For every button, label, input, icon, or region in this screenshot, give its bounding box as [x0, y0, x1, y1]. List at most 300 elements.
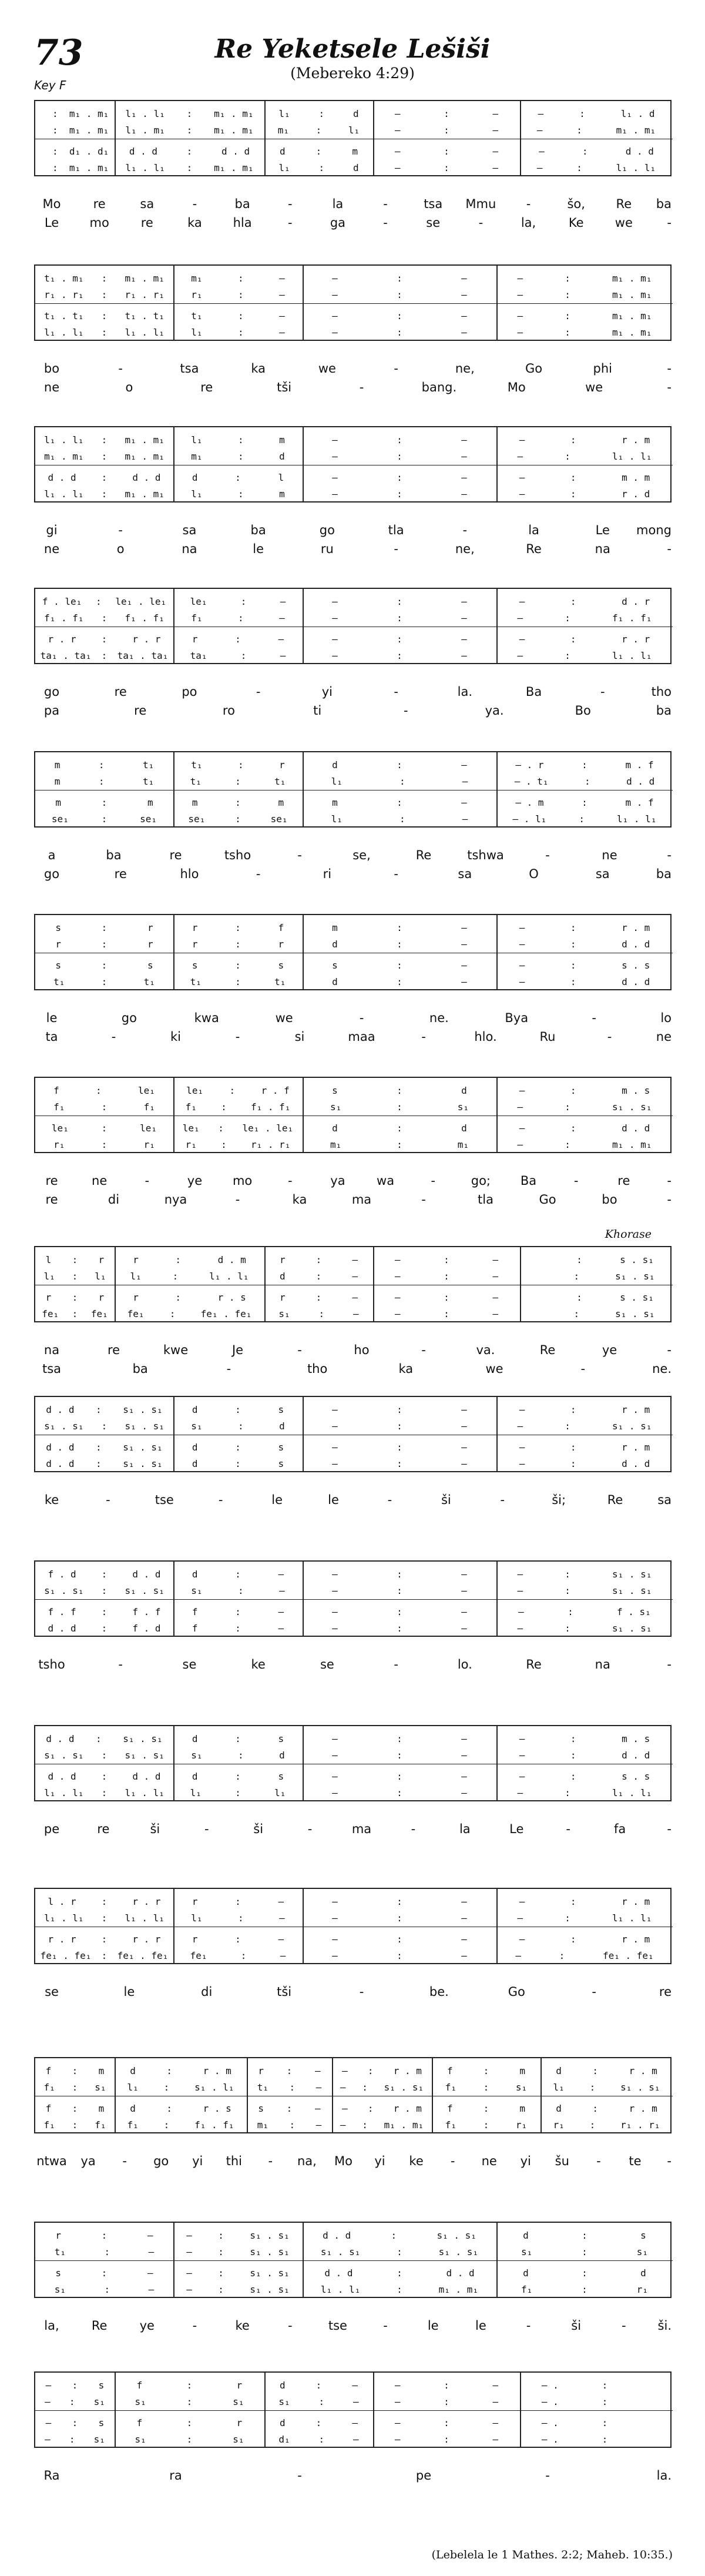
note-beat: — [461, 289, 467, 300]
note-beat: t₁ [54, 2246, 66, 2257]
beat-colon: : [69, 2396, 75, 2407]
staff-box [34, 2371, 672, 2448]
note-beat: — [492, 2433, 499, 2445]
note-beat: d₁ [278, 2433, 290, 2445]
note-beat: d . d [446, 2267, 475, 2279]
note-beat: d [352, 162, 359, 173]
note-beat: — [332, 471, 338, 483]
note-beat: s₁ . s₁ [44, 1420, 84, 1432]
beat-colon: : [570, 633, 576, 645]
lyric-syllable: ro [222, 704, 235, 718]
beat-colon: : [101, 2267, 108, 2279]
note-beat: m [54, 775, 61, 787]
beat-colon: : [186, 145, 193, 157]
beat-colon: : [72, 2119, 78, 2131]
note-beat: — [332, 310, 338, 321]
note-beat: — [315, 2065, 321, 2076]
lyric-syllable: Ke [568, 216, 584, 230]
barline [173, 1078, 174, 1152]
lyric-syllable: - [359, 1985, 364, 1999]
measure-notes [173, 1784, 303, 1801]
voice-part [35, 2226, 673, 2244]
lyric-syllable: Re [616, 197, 632, 211]
lyric-syllable: Mo [42, 197, 61, 211]
note-beat: m₁ . m₁ [214, 162, 254, 173]
lyric-line [34, 867, 672, 886]
note-beat: — . [541, 2396, 559, 2407]
note-beat: — [461, 1895, 467, 1907]
barline [115, 101, 116, 175]
note-beat: — [517, 1138, 523, 1150]
measure-notes [35, 105, 115, 122]
note-beat: — [492, 2379, 499, 2391]
note-beat: l₁ [43, 1270, 55, 1282]
lyric-syllable: Bya [505, 1011, 529, 1025]
barline [303, 2223, 304, 2297]
lyric-syllable: le [328, 1493, 339, 1507]
note-beat: t₁ [190, 976, 202, 987]
beat-colon: : [582, 2283, 588, 2295]
beat-colon: : [397, 1749, 402, 1761]
note-beat: ta₁ . ta₁ [117, 649, 169, 661]
lyric-syllable: - [667, 380, 672, 394]
beat-colon: : [101, 1585, 108, 1596]
lyric-syllable: se [182, 1657, 197, 1671]
measure-notes [35, 485, 173, 503]
barline [173, 915, 174, 989]
beat-colon: : [72, 2379, 78, 2391]
measure-notes [303, 810, 496, 828]
note-beat: le₁ [137, 1084, 155, 1096]
voice-part [35, 2414, 673, 2431]
beat-colon: : [235, 1568, 241, 1580]
measure-notes [373, 159, 520, 176]
measure-notes [496, 468, 673, 486]
voice-divider [35, 2410, 673, 2411]
measure-notes [35, 1305, 115, 1322]
lyric-syllable: le [123, 1985, 135, 1999]
beat-colon: : [565, 450, 570, 462]
lyric-syllable: re [134, 704, 147, 718]
note-beat: s₁ . s₁ [125, 1585, 164, 1596]
lyric-syllable: Ba [520, 1174, 537, 1188]
note-beat: fe₁ [42, 1308, 59, 1319]
note-beat: f₁ [127, 2119, 139, 2131]
note-beat: l₁ . l₁ [125, 1912, 164, 1924]
lyric-syllable: - [545, 848, 550, 862]
barline [264, 2373, 266, 2447]
note-beat: r . r [132, 1895, 161, 1907]
measure-notes [35, 1930, 173, 1948]
note-beat: d . d [324, 2267, 353, 2279]
note-beat: r [192, 633, 198, 645]
beat-colon: : [72, 2102, 78, 2114]
lyric-syllable: tshwa [467, 848, 504, 862]
barline [173, 427, 174, 501]
voice-part [35, 2116, 673, 2133]
lyric-syllable: gi [46, 523, 58, 537]
note-beat: — [517, 326, 523, 338]
beat-colon: : [565, 1622, 570, 1634]
note-beat: s [278, 959, 284, 971]
lyric-syllable: ri [323, 867, 332, 881]
measure-notes [35, 2243, 173, 2260]
lyric-syllable: pe [43, 1822, 60, 1836]
beat-colon: : [444, 2379, 449, 2391]
note-beat: s . s₁ [620, 1291, 654, 1303]
measure-notes [496, 956, 673, 974]
note-beat: — [352, 2396, 359, 2407]
beat-colon: : [397, 450, 402, 462]
note-beat: d [556, 2102, 562, 2114]
lyric-syllable: - [667, 1192, 672, 1207]
beat-colon: : [565, 1138, 570, 1150]
note-beat: f [447, 2065, 453, 2076]
lyric-syllable: tsho [38, 1657, 65, 1671]
lyric-syllable: - [204, 1822, 209, 1836]
measure-notes [35, 1438, 173, 1456]
voice-part [35, 2243, 673, 2260]
measure-notes [496, 1930, 673, 1948]
voice-part [35, 1909, 673, 1927]
measure-notes [173, 286, 303, 303]
note-beat: s₁ [54, 2283, 66, 2295]
note-beat: t₁ . t₁ [44, 310, 84, 321]
note-beat: f₁ [53, 1101, 65, 1113]
note-beat: l₁ [95, 1270, 106, 1282]
measure-notes [35, 447, 173, 465]
barline [373, 101, 374, 175]
voice-part [35, 646, 673, 664]
note-beat: f₁ [95, 2119, 106, 2131]
note-beat: l₁ [190, 1787, 202, 1798]
beat-colon: : [101, 1138, 108, 1150]
beat-colon: : [101, 1622, 108, 1634]
beat-colon: : [318, 162, 325, 173]
note-beat: — [332, 1420, 338, 1432]
staff-box [34, 1560, 672, 1637]
beat-colon: : [235, 1787, 241, 1798]
note-beat: — [461, 595, 467, 607]
measure-notes [520, 105, 673, 122]
beat-colon: : [235, 1733, 241, 1744]
lyric-syllable: re [107, 1343, 120, 1357]
lyric-syllable: - [526, 2319, 531, 2333]
note-beat: l₁ . l₁ [612, 1787, 652, 1798]
measure-notes [35, 2226, 173, 2244]
lyric-syllable: - [106, 1493, 110, 1507]
beat-colon: : [163, 2081, 170, 2093]
measure-notes [520, 2414, 673, 2431]
measure-notes [303, 269, 496, 287]
barline [496, 1889, 498, 1963]
note-beat: l₁ . l₁ [44, 488, 84, 500]
measure-notes [496, 1081, 673, 1099]
measure-notes [35, 919, 173, 936]
beat-colon: : [104, 2246, 110, 2257]
measure-notes [35, 2376, 115, 2394]
beat-colon: : [397, 1420, 402, 1432]
lyric-syllable: la, [44, 2319, 59, 2333]
measure-notes [35, 431, 173, 448]
beat-colon: : [576, 162, 582, 173]
note-beat: — [352, 1291, 358, 1303]
note-beat: d [332, 1122, 338, 1134]
lyric-syllable: Ra [43, 2468, 60, 2483]
note-beat: d [332, 938, 338, 950]
note-beat: — [332, 450, 338, 462]
note-beat: f₁ . f₁ [125, 612, 164, 624]
staff-box [34, 1725, 672, 1801]
note-beat: m₁ . m₁ [125, 488, 164, 500]
note-beat: — [461, 434, 467, 445]
note-beat: — [517, 1585, 523, 1596]
note-beat: f [136, 2417, 143, 2428]
measure-notes [520, 1288, 673, 1306]
note-beat: d [279, 450, 285, 462]
note-beat: — [462, 775, 468, 787]
beat-colon: : [582, 2267, 588, 2279]
note-beat: f₁ . f₁ [612, 612, 652, 624]
beat-colon: : [397, 1084, 402, 1096]
barline [373, 2373, 374, 2447]
measure-notes [173, 592, 303, 610]
lyric-syllable: ye [187, 1174, 203, 1188]
beat-colon: : [592, 2102, 599, 2114]
beat-colon: : [315, 2379, 322, 2391]
beat-colon: : [52, 108, 58, 119]
measure-notes [35, 2430, 115, 2448]
lyric-line [34, 380, 672, 399]
lyric-syllable: - [431, 1174, 436, 1188]
voice-part [35, 468, 673, 486]
lyric-syllable: - [592, 1011, 596, 1025]
lyric-syllable: we [318, 361, 336, 376]
note-beat: l₁ [191, 434, 203, 445]
lyric-syllable: hla [233, 216, 252, 230]
beat-colon: : [318, 108, 325, 119]
note-beat: l₁ . l₁ [125, 1787, 164, 1798]
barline [264, 101, 266, 175]
measure-notes [373, 121, 520, 139]
lyric-syllable: - [287, 1174, 293, 1188]
note-beat: d . d [622, 938, 650, 950]
barline [496, 1397, 498, 1471]
note-beat: — [394, 2379, 401, 2391]
note-beat: r . m [393, 2102, 422, 2114]
lyric-syllable: - [526, 197, 531, 211]
lyric-syllable: go [153, 2154, 169, 2168]
measure-notes [115, 142, 264, 160]
note-beat: — [461, 759, 467, 771]
barline [496, 1562, 498, 1636]
lyric-syllable: - [118, 361, 123, 376]
note-beat: d [279, 1420, 285, 1432]
lyric-syllable: - [118, 1657, 123, 1671]
note-beat: — [332, 488, 338, 500]
lyric-syllable: - [297, 1343, 302, 1357]
note-beat: — [461, 633, 467, 645]
beat-colon: : [186, 124, 193, 136]
measure-notes [35, 956, 173, 974]
lyric-syllable: pa [43, 704, 60, 718]
measure-notes [173, 646, 303, 664]
note-beat: s [192, 959, 198, 971]
measure-notes [303, 973, 496, 990]
note-beat: — [538, 108, 544, 119]
note-beat: r [280, 1254, 286, 1265]
measure-notes [496, 609, 673, 627]
measure-notes [496, 810, 673, 828]
beat-colon: : [101, 813, 108, 825]
note-beat: s [278, 1403, 284, 1415]
beat-colon: : [565, 326, 570, 338]
measure-notes [247, 2099, 332, 2117]
note-beat: — [461, 1749, 467, 1761]
measure-notes [173, 1455, 303, 1472]
note-beat: se₁ [140, 813, 157, 825]
barline [115, 1247, 116, 1321]
measure-notes [496, 1784, 673, 1801]
note-beat: — [519, 1749, 525, 1761]
note-beat: s . s [622, 1770, 650, 1782]
measure-notes [247, 2116, 332, 2133]
measure-notes [496, 1098, 673, 1116]
lyric-syllable: le [475, 2319, 486, 2333]
note-beat: r [147, 938, 153, 950]
lyric-syllable: go [43, 867, 60, 881]
beat-colon: : [235, 938, 241, 950]
note-beat: m [54, 759, 61, 771]
note-beat: — [352, 2417, 358, 2428]
lyric-syllable: re [114, 685, 127, 699]
beat-colon: : [444, 2433, 449, 2445]
note-beat: d [280, 145, 286, 157]
measure-notes [496, 793, 673, 811]
lyric-syllable: - [383, 216, 388, 230]
measure-notes [303, 1565, 496, 1583]
note-beat: — [461, 976, 467, 987]
measure-notes [496, 269, 673, 287]
note-beat: — [492, 1291, 499, 1303]
measure-notes [173, 1909, 303, 1927]
measure-notes [264, 2376, 373, 2394]
beat-colon: : [101, 959, 108, 971]
barline [496, 427, 498, 501]
measure-notes [35, 2116, 115, 2133]
beat-colon: : [397, 326, 402, 338]
lyric-syllable: mong [636, 523, 672, 537]
lyric-syllable: šo, [567, 197, 585, 211]
lyric-line [34, 1192, 672, 1211]
lyric-syllable: - [192, 197, 197, 211]
note-beat: — [461, 1403, 467, 1415]
lyric-syllable: ne. [652, 1362, 672, 1376]
beat-colon: : [399, 813, 405, 825]
beat-colon: : [565, 1912, 570, 1924]
lyric-syllable: go; [471, 1174, 491, 1188]
measure-notes [303, 1417, 496, 1435]
lyric-syllable: ne. [429, 1011, 449, 1025]
measure-notes [115, 105, 264, 122]
note-beat: f . s₁ [617, 1606, 651, 1617]
lyric-syllable: bo [602, 1192, 617, 1207]
measure-notes [115, 159, 264, 176]
beat-colon: : [397, 1458, 402, 1469]
measure-notes [35, 1417, 173, 1435]
beat-colon: : [444, 1308, 449, 1319]
note-beat: s₁ [95, 2081, 106, 2093]
note-beat: m . s [622, 1733, 650, 1744]
beat-colon: : [237, 612, 244, 624]
measure-notes [332, 2116, 432, 2133]
note-beat: d . d [46, 1441, 75, 1453]
note-beat: — [332, 1895, 338, 1907]
measure-notes [35, 1251, 115, 1268]
lyric-syllable: Re [526, 1657, 542, 1671]
beat-colon: : [444, 1291, 449, 1303]
lyric-syllable: tsa [424, 197, 443, 211]
lyric-syllable: ma [351, 1822, 372, 1836]
lyric-syllable: - [359, 380, 364, 394]
note-beat: — [492, 108, 499, 119]
note-beat: d [461, 1122, 467, 1134]
lyric-syllable: ši; [552, 1493, 566, 1507]
note-beat: t₁ [190, 775, 202, 787]
barline [303, 589, 304, 663]
note-beat: f . f [48, 1606, 76, 1617]
beat-colon: : [397, 1441, 402, 1453]
voice-part [35, 2393, 673, 2410]
measure-notes [35, 646, 173, 664]
measure-notes [496, 1582, 673, 1599]
measure-notes [496, 1746, 673, 1764]
key-signature: Key F [34, 78, 66, 92]
lyric-syllable: Mo [334, 2154, 352, 2168]
measure-notes [115, 2376, 264, 2394]
barline [496, 1726, 498, 1800]
measure-notes [373, 1305, 520, 1322]
barline [173, 1726, 174, 1800]
beat-colon: : [235, 1403, 241, 1415]
beat-colon: : [101, 326, 108, 338]
beat-colon: : [318, 1308, 325, 1319]
lyric-syllable: tho [651, 685, 672, 699]
note-beat: s₁ . s₁ [123, 1403, 163, 1415]
beat-colon: : [72, 1308, 78, 1319]
voice-part [35, 121, 673, 139]
lyric-syllable: pe [415, 2468, 432, 2483]
beat-colon: : [240, 595, 247, 607]
beat-colon: : [570, 1749, 576, 1761]
beat-colon: : [289, 2119, 296, 2131]
lyric-line [34, 2154, 672, 2173]
note-beat: d [640, 2267, 646, 2279]
beat-colon: : [229, 1084, 236, 1096]
note-beat: r . f [261, 1084, 290, 1096]
beat-colon: : [570, 959, 576, 971]
barline [520, 101, 521, 175]
barline [115, 2373, 116, 2447]
note-beat: m₁ . m₁ [125, 272, 164, 284]
lyric-syllable: re [617, 1174, 630, 1188]
measure-notes [35, 2280, 173, 2298]
note-beat: s₁ [93, 2433, 105, 2445]
measure-notes [303, 1603, 496, 1620]
note-beat: d [130, 2102, 136, 2114]
measure-notes [540, 2062, 673, 2079]
measure-notes [35, 323, 173, 341]
